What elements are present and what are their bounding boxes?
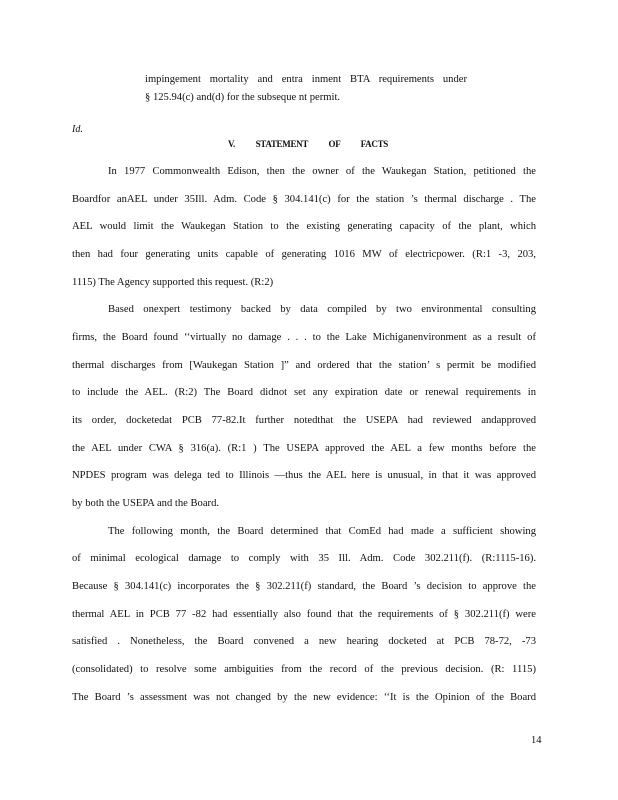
paragraph-line: by both the USEPA and the Board.	[72, 498, 220, 509]
paragraph-line: then had four generating units capable of generating 1016 MW of electricpower. (R:1 -3, 203,	[72, 249, 536, 260]
paragraph-line: to include the AEL. (R:2) The Board didnot set any expiration date or renewal requirements in	[72, 387, 536, 398]
paragraph-line: its order, docketedat PCB 77-82.It further notedthat the USEPA had reviewed andapproved	[72, 415, 536, 426]
paragraph-line: Boardfor anAEL under 35Ill. Adm. Code § 304.141(c) for the station ’s thermal discharge . The	[72, 194, 536, 205]
paragraph-line: thermal AEL in PCB 77 -82 had essentially also found that the requirements of § 302.211(f) were	[72, 609, 536, 620]
citation: Id.	[72, 124, 83, 135]
paragraph-line: AEL would limit the Waukegan Station to the existing generating capacity of the plant, which	[72, 221, 536, 232]
paragraph-line: thermal discharges from [Waukegan Station ]” and ordered that the station’ s permit be modified	[72, 360, 536, 371]
paragraph-line: the AEL under CWA § 316(a). (R:1 ) The USEPA approved the AEL a few months before the	[72, 443, 536, 454]
block-quote-line: § 125.94(c) and(d) for the subseque nt permit.	[145, 92, 341, 103]
page-number: 14	[531, 735, 542, 746]
section-heading: V. STATEMENT OF FACTS	[228, 139, 388, 149]
paragraph-line: (consolidated) to resolve some ambiguities from the record of the previous decision. (R: 1115)	[72, 664, 536, 675]
paragraph-line: NPDES program was delega ted to Illinois —thus the AEL here is unusual, in that it was approved	[72, 470, 536, 481]
block-quote-line: impingement mortality and entra inment BTA requirements under	[145, 74, 467, 85]
paragraph-line: firms, the Board found ‘‘virtually no damage . . . to the Lake Michiganenvironment as a result of	[72, 332, 536, 343]
paragraph-line: The Board ’s assessment was not changed by the new evidence: ‘‘It is the Opinion of the Board	[72, 692, 536, 703]
paragraph-line: Based onexpert testimony backed by data compiled by two environmental consulting	[108, 304, 536, 315]
paragraph-line: satisfied . Nonetheless, the Board convened a new hearing docketed at PCB 78-72, -73	[72, 636, 536, 647]
paragraph-line: Because § 304.141(c) incorporates the § 302.211(f) standard, the Board ’s decision to approve the	[72, 581, 536, 592]
paragraph-line: The following month, the Board determined that ComEd had made a sufficient showing	[108, 526, 536, 537]
paragraph-line: 1115) The Agency supported this request. (R:2)	[72, 277, 274, 288]
paragraph-line: In 1977 Commonwealth Edison, then the owner of the Waukegan Station, petitioned the	[108, 166, 536, 177]
paragraph-line: of minimal ecological damage to comply with 35 Ill. Adm. Code 302.211(f). (R:1115-16).	[72, 553, 536, 564]
